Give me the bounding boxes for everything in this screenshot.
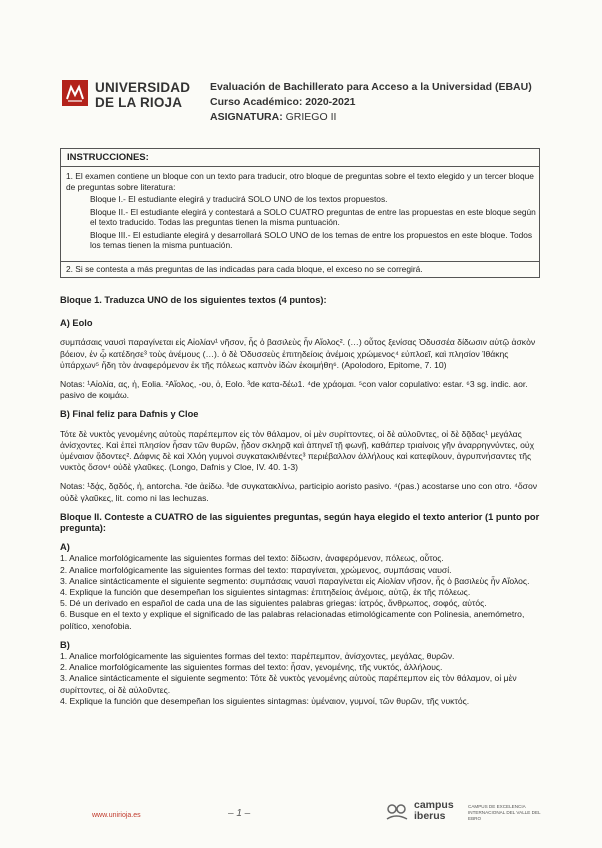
question-b-2: 2. Analice morfológicamente las siguientes formas del texto: ἦσαν, γενομένης, τῆς νυκτός, ἀλλήλους.	[60, 662, 443, 673]
exam-header-info	[210, 80, 532, 125]
questions-b-list	[60, 651, 542, 707]
block1-heading: Bloque 1. Traduzca UNO de los siguientes textos (4 puntos):	[60, 295, 327, 305]
university-name-line1: UNIVERSIDAD	[95, 80, 191, 95]
text-a-notes: Notas: ¹Αἰολία, ας, ἡ, Eolia. ²Αἴολος, -ου, ὁ, Eolo. ³de κατα-δέω1. ⁴de χράομαι. ⁵con valor copulativo: estar. ⁶3 sg. indic. aor. pasivo de κοιμάω.	[60, 379, 528, 401]
instruction-1: 1. El examen contiene un bloque con un texto para traducir, otro bloque de preguntas sobre el texto elegido y un tercer bloque de preguntas sobre literatura:	[66, 171, 534, 192]
instructions-box	[60, 148, 540, 278]
question-a-4: 4. Explique la función que desempeñan los siguientes sintagmas: ἐπιτηδείοις ἀνέμοις, αὐτῷ, ἐκ τῆς πόλεως.	[60, 587, 471, 598]
footer-url: www.unirioja.es	[92, 812, 141, 819]
subject-value: GRIEGO II	[285, 111, 337, 123]
campus-iberus-name	[414, 800, 454, 822]
instruction-2: 2. Si se contesta a más preguntas de las indicadas para cada bloque, el exceso no se corregirá.	[66, 264, 423, 274]
university-logo-icon	[62, 80, 88, 106]
question-a-2: 2. Analice morfológicamente las siguientes formas del texto: παραγίνεται, χρώμενος, συμπάσαις ναυσί.	[60, 564, 452, 575]
question-b-3: 3. Analice sintácticamente el siguiente segmento: Τότε δὲ νυκτὸς γενομένης αὐτοὺς παρέπεμπον εἰς τὸν θάλαμον, οἱ μὲν συρίττοντες, οἱ δὲ αὐλοῦντες.	[60, 673, 517, 695]
exam-title: Evaluación de Bachillerato para Acceso a la Universidad (EBAU)	[210, 81, 532, 93]
text-b-title: B) Final feliz para Dafnis y Cloe	[60, 409, 199, 420]
campus-line1: campus	[414, 799, 454, 811]
text-b-notes: Notas: ¹δᾴς, δᾳδός, ἡ, antorcha. ²de ἀείδω. ³de συγκατακλίνω, participio aoristo pasivo. ⁴(pas.) acostarse uno con otro. ⁴ὅσον οὐδὲ γλαῦκες, lit. como ni las lechuzas.	[60, 481, 538, 503]
text-a-greek: συμπάσαις ναυσὶ παραγίνεται εἰς Αἰολίαν¹ νῆσον, ἧς ὁ βασιλεὺς ἦν Αἴολος². (…) οὗτος ξενίσας Ὀδυσσέα δίδωσιν αὐτῷ ἀσκὸν βόειον, ἐν ᾧ κατέδησε³ τοὺς ἀνέμους (…). ὁ δὲ Ὀδυσσεὺς ἐπιτηδείοις ἀνέμοις χρώμενος⁴ εὐπλοεῖ, καὶ πλησίον Ἰθάκης ὑπάρχων⁵ ἤδη τὸν ἀναφερόμενον ἐκ τῆς πόλεως καπνὸν ἰδὼν ἐκοιμήθη⁶. (Apolodoro, Epitome, 7. 10)	[60, 337, 536, 370]
instructions-footer	[66, 264, 536, 277]
questions-a-list	[60, 553, 542, 631]
cei-text: CAMPUS DE EXCELENCIA INTERNACIONAL DEL VALLE DEL EBRO	[468, 804, 541, 821]
instruction-block-2: Bloque II.- El estudiante elegirá y contestará a SOLO CUATRO preguntas de entre las propuestas en este bloque según el texto traducido. Todas las preguntas tienen la misma puntuación.	[90, 206, 536, 227]
question-a-5: 5. Dé un derivado en español de cada una de las siguientes palabras griegas: ἰατρός, ἄνθρωπος, σοφός, αὐτός.	[60, 598, 487, 609]
academic-year: Curso Académico: 2020-2021	[210, 96, 356, 108]
subject-line	[210, 110, 532, 125]
question-a-6: 6. Busque en el texto y explique el significado de las palabras relacionadas etimológicamente con Polinesia, anemómetro, político, xenofobia.	[60, 609, 525, 631]
questions-a-label: A)	[60, 542, 70, 553]
questions-b-label: B)	[60, 639, 70, 650]
question-a-3: 3. Analice sintácticamente el siguiente segmento: συμπάσαις ναυσὶ παραγίνεται εἰς Αἰολίαν νῆσον, ἧς ὁ βασιλεὺς ἦν Αἴολος.	[60, 575, 530, 586]
text-b-greek: Τότε δὲ νυκτὸς γενομένης αὐτοὺς παρέπεμπον εἰς τὸν θάλαμον, οἱ μὲν συρίττοντες, οἱ δὲ αὐλοῦντες, οἱ δὲ δᾷδας¹ μεγάλας ἀνίσχοντες. Καὶ ἐπεὶ πλησίον ἦσαν τῶν θυρῶν, ᾖδον σκληρᾷ καὶ ἀπηνεῖ τῇ φωνῇ, καθάπερ τριαίνοις γῆν ἀναρρηγνύντες, οὐχ ὑμέναιον ᾄδοντες². Δάφνις δὲ καὶ Χλόη γυμνοὶ συγκατακλιθέντες³ περιέβαλλον ἀλλήλους καὶ κατεφίλουν, ἀγρυπνήσαντες τῆς νυκτὸς ὅσον⁴ οὐδὲ γλαῦκες. (Longo, Dafnis y Cloe, IV. 40. 1-3)	[60, 428, 535, 473]
question-b-1: 1. Analice morfológicamente las siguientes formas del texto: παρέπεμπον, ἀνίσχοντες, μεγάλας, θυρῶν.	[60, 651, 455, 662]
instruction-block-1: Bloque I.- El estudiante elegirá y traducirá SOLO UNO de los textos propuestos.	[90, 194, 388, 204]
text-a-title: A) Eolo	[60, 318, 93, 329]
university-name	[95, 80, 190, 110]
instructions-divider	[61, 261, 539, 262]
question-b-4: 4. Explique la función que desempeñan los siguientes sintagmas: ὑμέναιον, γυμνοί, τῶν θυρῶν, τῆς νυκτός.	[60, 695, 470, 706]
instruction-block-3: Bloque III.- El estudiante elegirá y desarrollará SOLO UNO de los temas de entre los propuestos en este bloque. Todos los temas tienen la misma puntuación.	[90, 229, 533, 250]
campus-line2: iberus	[414, 810, 446, 822]
question-a-1: 1. Analice morfológicamente las siguientes formas del texto: δίδωσιν, ἀναφερόμενον, πόλεως, οὗτος.	[60, 553, 444, 564]
university-name-line2: DE LA RIOJA	[95, 95, 183, 110]
exam-content	[60, 295, 542, 707]
campus-iberus-logo-icon	[383, 801, 411, 823]
subject-label: ASIGNATURA:	[210, 111, 283, 123]
page-number: – 1 –	[228, 808, 251, 819]
block2-heading: Bloque II. Conteste a CUATRO de las siguientes preguntas, según haya elegido el texto anterior (1 punto por pregunta):	[60, 511, 540, 534]
instructions-title: INSTRUCCIONES:	[61, 149, 539, 167]
instructions-body	[66, 171, 536, 253]
